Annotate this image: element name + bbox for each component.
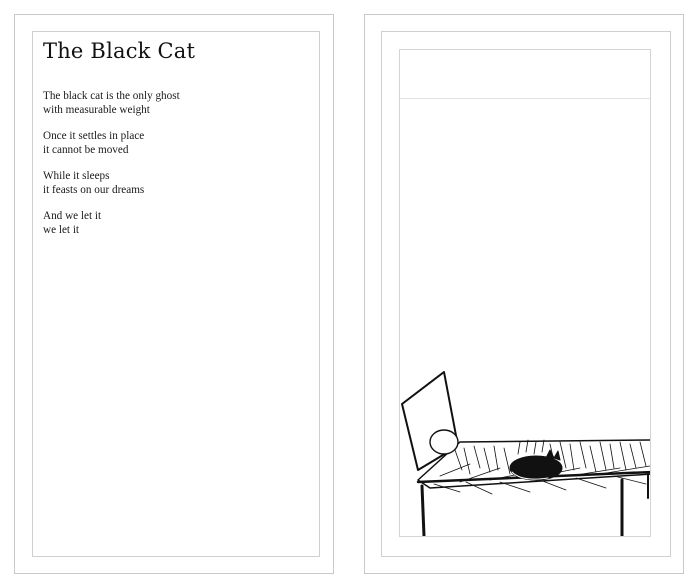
poem-line: it cannot be moved: [43, 144, 129, 156]
bed-with-cat-illustration: [400, 50, 651, 537]
poem-line: While it sleeps: [43, 170, 110, 182]
stanza-3: [43, 169, 293, 197]
poem-line: The black cat is the only ghost: [43, 90, 180, 102]
poem-body: [43, 89, 293, 249]
stanza-2: [43, 129, 293, 157]
poem-line: it feasts on our dreams: [43, 184, 145, 196]
left-page: [14, 14, 334, 574]
pillow: [430, 430, 458, 454]
stanza-1: [43, 89, 293, 117]
illustration-frame: [399, 49, 651, 537]
poem-line: we let it: [43, 224, 80, 236]
stanza-4: [43, 209, 293, 237]
poem-title: The Black Cat: [43, 39, 196, 63]
poem-line: with measurable weight: [43, 104, 150, 116]
right-page: [364, 14, 684, 574]
poem-line: Once it settles in place: [43, 130, 145, 142]
poem-line: And we let it: [43, 210, 102, 222]
bed-leg: [422, 486, 424, 536]
